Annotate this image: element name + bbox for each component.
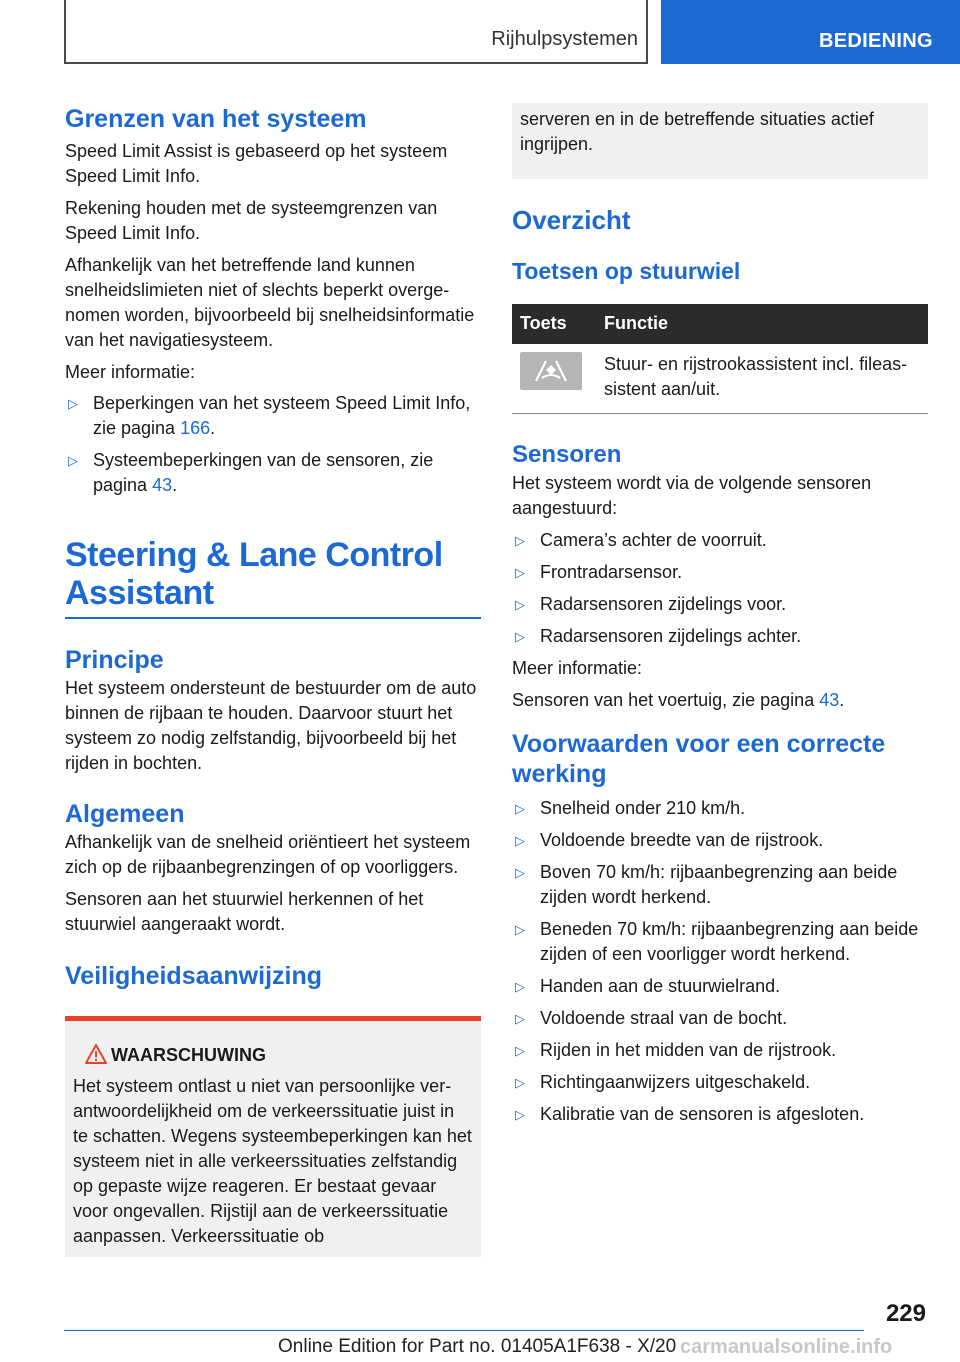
bullet-arrow-icon: ▷ bbox=[68, 396, 78, 411]
list-item: ▷ Beneden 70 km/h: rijbaanbegrenzing aan beide zijden of een voorligger wordt herkend. bbox=[515, 919, 919, 964]
list-item: ▷ Kalibratie van de sensoren is afgesloten. bbox=[512, 1102, 928, 1127]
sensors-heading: Sensoren bbox=[512, 441, 622, 468]
watermark: carmanualsonline.info bbox=[680, 1336, 893, 1358]
bullet-arrow-icon: ▷ bbox=[515, 597, 525, 612]
bullet-arrow-icon: ▷ bbox=[515, 979, 525, 994]
sensors-bullet-list bbox=[512, 528, 928, 649]
keys-heading: Toetsen op stuurwiel bbox=[512, 258, 741, 284]
more-info-label: Meer informatie: bbox=[512, 658, 643, 678]
limits-paragraph-1: Speed Limit Assist is gebaseerd op het systeem Speed Limit Info. bbox=[65, 141, 448, 186]
limits-paragraph-2: Rekening houden met de systeemgrenzen van Speed Limit Info. bbox=[65, 198, 438, 243]
list-item: ▷ Radarsensoren zijdelings achter. bbox=[512, 624, 928, 649]
warning-box bbox=[65, 1016, 481, 1257]
bullet-arrow-icon: ▷ bbox=[515, 1075, 525, 1090]
conditions-bullet-list bbox=[512, 796, 928, 1127]
bullet-arrow-icon: ▷ bbox=[515, 922, 525, 937]
bullet-arrow-icon: ▷ bbox=[515, 629, 525, 644]
bullet-arrow-icon: ▷ bbox=[515, 1043, 525, 1058]
bullet-arrow-icon: ▷ bbox=[515, 833, 525, 848]
keys-table bbox=[512, 304, 928, 414]
list-item: ▷ Boven 70 km/h: rijbaanbegrenzing aan beide zijden wordt herkend. bbox=[515, 862, 898, 907]
more-info-label: Meer informatie: bbox=[65, 362, 196, 382]
lane-assist-symbol-icon bbox=[520, 352, 582, 390]
table-header-row bbox=[512, 304, 928, 344]
bullet-arrow-icon: ▷ bbox=[515, 1011, 525, 1026]
bullet-arrow-icon: ▷ bbox=[68, 453, 78, 468]
left-column bbox=[65, 100, 481, 1257]
principle-paragraph: Het systeem ondersteunt de bestuurder om de auto binnen de rijbaan te houden. Daarvoor stuurt het systeem zo nodig zelfstandig, bijvoorbeeld bij het rijden in bochten. bbox=[65, 678, 477, 773]
bullet-arrow-icon: ▷ bbox=[515, 565, 525, 580]
chapter-title: Steering & Lane Control Assistant bbox=[65, 536, 443, 612]
table-cell-function: Stuur- en rijstrookassistent incl. fileassistent aan/uit. bbox=[596, 344, 928, 414]
page-link[interactable]: 43 bbox=[819, 690, 840, 710]
warning-continuation-text: serveren en in de betreffende situaties actief ingrijpen. bbox=[520, 109, 874, 154]
footer-edition: Online Edition for Part no. 01405A1F638 - X/20 bbox=[278, 1336, 677, 1357]
sensors-paragraph: Het systeem wordt via de volgende sensoren aangestuurd: bbox=[512, 473, 872, 518]
table-header-function: Functie bbox=[596, 304, 928, 344]
bullet-arrow-icon: ▷ bbox=[515, 1107, 525, 1122]
general-paragraph-1: Afhankelijk van de snelheid oriëntieert het systeem zich op de rijbaanbegrenzingen of op voorliggers. bbox=[65, 832, 471, 877]
page-number: 229 bbox=[885, 1300, 926, 1327]
warning-triangle-icon bbox=[85, 1044, 107, 1064]
bullet-arrow-icon: ▷ bbox=[515, 533, 525, 548]
list-item: ▷ Voldoende straal van de bocht. bbox=[512, 1006, 928, 1031]
overview-heading: Overzicht bbox=[512, 205, 631, 235]
lane-assist-key-icon bbox=[520, 352, 582, 390]
general-paragraph-2: Sensoren aan het stuurwiel herkennen of het stuurwiel aangeraakt wordt. bbox=[65, 889, 424, 934]
warning-text: Het systeem ontlast u niet van persoonlijke verantwoordelijkheid om de verkeerssituatie juist in te schatten. Wegens systeembeperkingen kan het systeem niet in alle verkeerssituaties zelfstandig op gepaste wijze reageren. Er bestaat gevaar voor ongevallen. Rijstijl aan de verkeerssituatie aanpassen. Verkeerssituatie ob bbox=[73, 1076, 472, 1246]
general-heading: Algemeen bbox=[65, 800, 185, 828]
list-item: ▷ Snelheid onder 210 km/h. bbox=[512, 796, 928, 821]
warning-continuation-box bbox=[512, 103, 928, 179]
chapter-divider bbox=[65, 617, 481, 619]
page-link[interactable]: 166 bbox=[180, 418, 211, 438]
page-link[interactable]: 43 bbox=[152, 475, 173, 495]
header-section-title: Rijhulpsystemen bbox=[491, 28, 638, 50]
limits-heading: Grenzen van het systeem bbox=[65, 105, 367, 133]
bullet-arrow-icon: ▷ bbox=[515, 801, 525, 816]
principle-heading: Principe bbox=[65, 646, 164, 674]
table-row bbox=[512, 344, 928, 414]
table-header-key: Toets bbox=[512, 304, 596, 344]
list-item: ▷ Rijden in het midden van de rijstrook. bbox=[512, 1038, 928, 1063]
warning-title: WAARSCHUWING bbox=[111, 1045, 266, 1065]
list-item: ▷ Camera’s achter de voorruit. bbox=[512, 528, 928, 553]
list-item: ▷ Richtingaanwijzers uitgeschakeld. bbox=[512, 1070, 928, 1095]
limits-bullet-list bbox=[65, 391, 481, 498]
right-column bbox=[512, 103, 928, 1127]
list-item: ▷ Radarsensoren zijdelings voor. bbox=[512, 592, 928, 617]
list-item: ▷ Handen aan de stuurwielrand. bbox=[512, 974, 928, 999]
list-item: ▷ Frontradarsensor. bbox=[512, 560, 928, 585]
bullet-arrow-icon: ▷ bbox=[515, 865, 525, 880]
warning-header bbox=[73, 1043, 473, 1068]
safety-heading: Veiligheidsaanwijzing bbox=[65, 962, 323, 990]
list-item: ▷ Voldoende breedte van de rijstrook. bbox=[512, 828, 928, 853]
list-item: ▷ Beperkingen van het systeem Speed Limit Info, zie pagina 166. bbox=[68, 393, 471, 438]
sensors-reference: Sensoren van het voertuig, zie pagina 43. bbox=[512, 690, 845, 710]
conditions-heading: Voorwaarden voor een correcte werking bbox=[512, 730, 886, 788]
list-item: ▷ Systeembeperkingen van de sensoren, zie pagina 43. bbox=[68, 450, 434, 495]
limits-paragraph-3: Afhankelijk van het betreffende land kunnen snelheidslimieten niet of slechts beperkt overgenomen worden, bijvoorbeeld bij snelheidsinformatie van het navigatiesysteem. bbox=[65, 255, 475, 350]
header-chapter-tab: BEDIENING bbox=[661, 0, 960, 64]
footer-divider bbox=[64, 1330, 864, 1331]
